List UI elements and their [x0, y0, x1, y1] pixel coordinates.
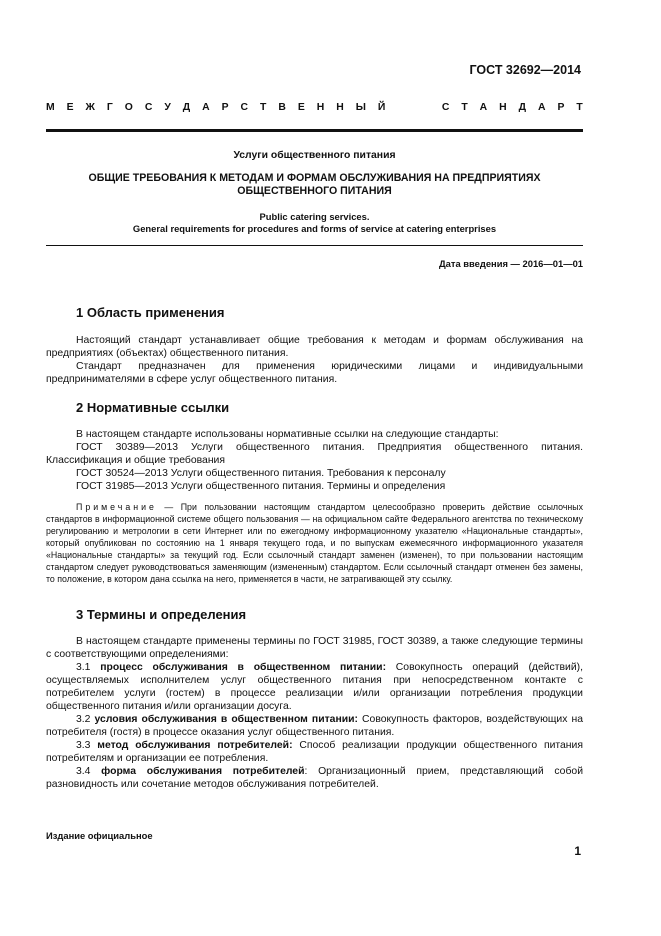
reference-2: ГОСТ 30524—2013 Услуги общественного питания. Требования к персоналу	[76, 468, 446, 479]
banner-letter	[427, 101, 430, 114]
section-3-heading: 3 Термины и определения	[76, 607, 247, 622]
banner-letter: Ы	[355, 102, 366, 113]
banner-letter: Т	[461, 102, 468, 113]
reference-1: ГОСТ 30389—2013 Услуги общественного питания. Предприятия общественного питания. Классификация и общие требования	[46, 442, 583, 466]
banner-letter: С	[240, 102, 249, 113]
term-3-3-number: 3.3	[76, 740, 98, 751]
reference-3: ГОСТ 31985—2013 Услуги общественного питания. Термины и определения	[76, 481, 446, 492]
note-text: — При пользовании настоящим стандартом целесообразно проверить действие ссылочных стандартов в информационной системе общего пользования — на официальном сайте Федерального агентства по техническому регулированию и метрологии в сети Интернет или по ежегодному информационному указателю «Национальные стандарты», который опубликован по состоянию на 1 января текущего года, и по выпускам ежемесячного информационного указателя «Национальные стандарты» за текущий год. Если ссылочный стандарт заменен (изменен), то при пользовании настоящим стандартом следует руководствоваться заменяющим (измененным) стандартом. Если ссылочный стандарт отменен без замены, то положение, в котором дана ссылка на него, применяется в части, не затрагивающей эту ссылку.	[46, 502, 583, 584]
banner-letter: Н	[499, 102, 507, 113]
banner-letter: Р	[221, 102, 229, 113]
standard-banner	[46, 101, 583, 114]
banner-letter: Е	[297, 102, 305, 113]
title-en-line1: Public catering services.	[259, 211, 370, 222]
banner-letter: О	[124, 102, 133, 113]
term-3-1-number: 3.1	[76, 662, 101, 673]
section-2-paragraph-1: В настоящем стандарте использованы нормативные ссылки на следующие стандарты:	[76, 429, 499, 440]
term-3-2-definition: Совокупность факторов, воздействующих на потребителя (гостя) в процессе оказания услуг общественного питания.	[46, 714, 583, 738]
header-rule	[46, 129, 583, 132]
section-1-paragraph-1: Настоящий стандарт устанавливает общие требования к методам и формам обслуживания на предприятиях (объектах) общественного питания.	[46, 335, 583, 359]
term-3-3-name: метод обслуживания потребителей:	[97, 740, 293, 751]
gost-code: ГОСТ 32692—2014	[469, 63, 581, 77]
banner-letter: А	[202, 102, 210, 113]
banner-letter: Ж	[85, 102, 95, 113]
term-3-4	[46, 765, 583, 791]
term-3-2	[46, 713, 583, 739]
term-3-4-definition: : Организационный прием, представляющий собой разновидность или сочетание методов обслуживания потребителей.	[46, 766, 583, 790]
note-paragraph	[46, 501, 583, 585]
section-2-body	[46, 428, 583, 493]
banner-letter: У	[164, 102, 171, 113]
banner-letter: Й	[377, 102, 386, 113]
term-3-4-number: 3.4	[76, 766, 102, 777]
term-3-1-name: процесс обслуживания в общественном питании:	[100, 662, 387, 673]
document-title-ru: ОБЩИЕ ТРЕБОВАНИЯ К МЕТОДАМ И ФОРМАМ ОБСЛУЖИВАНИЯ НА ПРЕДПРИЯТИЯХ ОБЩЕСТВЕННОГО ПИТАНИЯ	[88, 172, 541, 197]
banner-letter: Г	[106, 102, 113, 113]
section-3-body	[46, 635, 583, 791]
banner-letter: Д	[518, 102, 527, 113]
term-3-2-number: 3.2	[76, 714, 95, 725]
section-1-body	[46, 334, 583, 386]
section-1	[46, 305, 583, 321]
banner-letter: С	[441, 102, 450, 113]
section-1-paragraph-2: Стандарт предназначен для применения юридическими лицами и индивидуальными предпринимателями в сфере услуг общественного питания.	[46, 361, 583, 385]
section-2	[46, 400, 583, 416]
banner-letter: А	[479, 102, 488, 113]
section-2-note	[46, 501, 583, 585]
banner-letter: Е	[66, 102, 74, 113]
banner-letter: В	[278, 102, 286, 113]
section-1-heading: 1 Область применения	[76, 305, 225, 320]
title-en-line2: General requirements for procedures and forms of service at catering enterprises	[132, 223, 497, 234]
banner-letter: Р	[557, 102, 565, 113]
term-3-3-definition: Способ реализации продукции общественного питания потребителям и организации ее потребления.	[46, 740, 583, 764]
banner-letter: А	[538, 102, 546, 113]
banner-letter	[412, 101, 415, 114]
term-3-1	[46, 661, 583, 713]
banner-letter: С	[144, 102, 153, 113]
banner-letter: Н	[316, 102, 325, 113]
page-number: 1	[574, 844, 581, 858]
term-3-3	[46, 739, 583, 765]
note-label: Примечание	[76, 502, 157, 512]
subject-title: Услуги общественного питания	[233, 150, 396, 161]
term-3-4-name: форма обслуживания потребителей	[101, 766, 305, 777]
section-2-heading: 2 Нормативные ссылки	[76, 400, 230, 415]
term-3-2-name: условия обслуживания в общественном питании:	[94, 714, 358, 725]
banner-letter	[397, 101, 400, 114]
banner-letter: Т	[576, 102, 583, 113]
banner-letter: М	[46, 102, 55, 113]
banner-letter: Д	[182, 102, 191, 113]
section-3-paragraph-1: В настоящем стандарте применены термины по ГОСТ 31985, ГОСТ 30389, а также следующие термины с соответствующими определениями:	[46, 636, 583, 660]
section-3	[46, 607, 583, 623]
banner-letter: Н	[336, 102, 344, 113]
banner-letter: Т	[260, 102, 267, 113]
introduction-date: Дата введения — 2016—01—01	[438, 258, 583, 269]
document-title-en	[46, 211, 583, 235]
term-3-1-definition: Совокупность операций (действий), осуществляемых исполнителем услуг общественного питания при непосредственном контакте с потребителем услуги (гостем) в процессе реализации и/или организации потребления продукции общественного питания и/или организации досуга.	[46, 662, 583, 712]
title-rule	[46, 245, 583, 246]
official-edition-label: Издание официальное	[46, 830, 153, 841]
